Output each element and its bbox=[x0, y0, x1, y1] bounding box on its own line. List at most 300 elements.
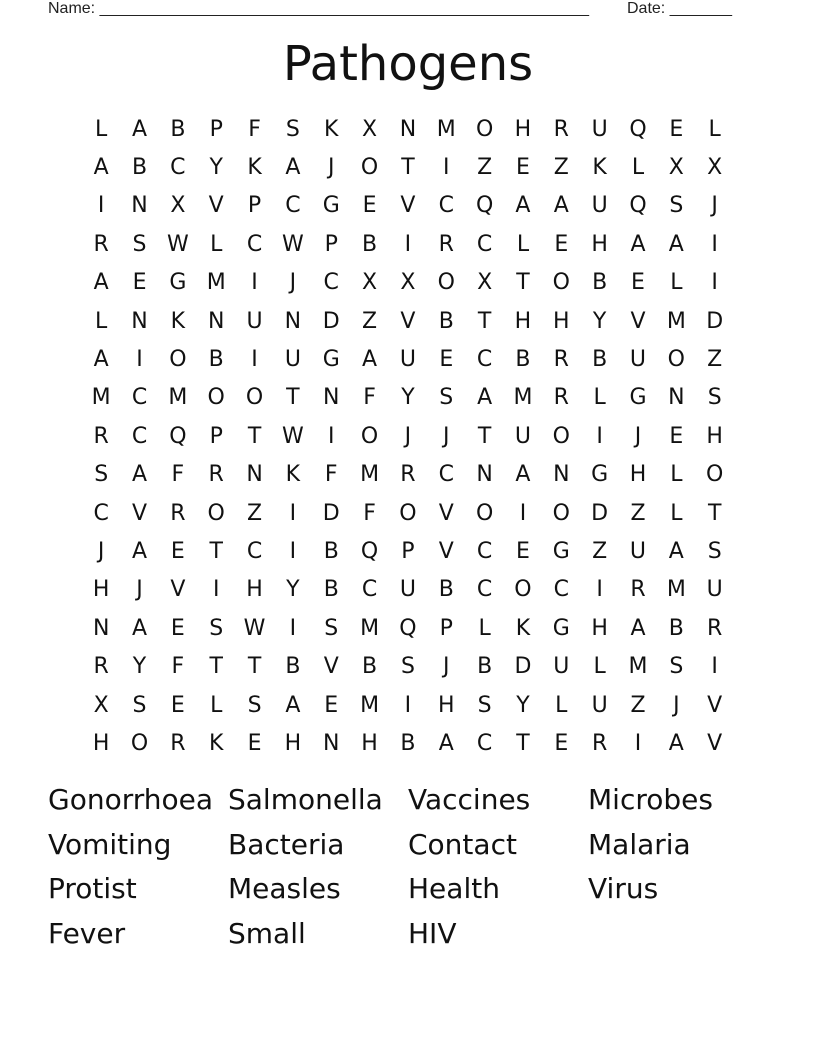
grid-letter: T bbox=[477, 308, 492, 334]
grid-letter: O bbox=[706, 462, 724, 488]
grid-letter: L bbox=[593, 385, 606, 411]
grid-letter: A bbox=[93, 155, 109, 181]
grid-letter: I bbox=[212, 577, 220, 603]
grid-letter: L bbox=[670, 500, 683, 526]
grid-letter: V bbox=[707, 730, 723, 756]
grid-letter: D bbox=[514, 654, 532, 680]
grid-letter: N bbox=[399, 116, 417, 142]
grid-row bbox=[82, 609, 734, 647]
grid-letter: Y bbox=[401, 385, 415, 411]
grid-letter: M bbox=[91, 385, 111, 411]
word-list bbox=[48, 778, 768, 957]
grid-letter: C bbox=[323, 270, 339, 296]
grid-letter: M bbox=[206, 270, 226, 296]
grid-letter: R bbox=[93, 231, 109, 257]
grid-letter: D bbox=[322, 308, 340, 334]
word-list-item: Virus bbox=[588, 872, 659, 906]
grid-letter: K bbox=[324, 116, 339, 142]
grid-row bbox=[82, 379, 734, 417]
grid-letter: H bbox=[246, 577, 263, 603]
word-list-item: Health bbox=[408, 872, 500, 906]
grid-letter: B bbox=[323, 577, 339, 603]
grid-letter: F bbox=[363, 500, 376, 526]
grid-letter: S bbox=[94, 462, 109, 488]
grid-letter: S bbox=[285, 116, 300, 142]
grid-letter: C bbox=[246, 231, 263, 257]
grid-letter: R bbox=[93, 423, 109, 449]
grid-letter: A bbox=[93, 270, 109, 296]
grid-letter: U bbox=[399, 347, 416, 373]
grid-letter: B bbox=[515, 347, 531, 373]
grid-letter: R bbox=[553, 116, 569, 142]
grid-letter: C bbox=[438, 193, 454, 219]
grid-letter: I bbox=[404, 692, 412, 718]
grid-letter: C bbox=[476, 231, 493, 257]
grid-letter: N bbox=[476, 462, 493, 488]
grid-letter: K bbox=[247, 155, 262, 181]
grid-letter: I bbox=[596, 423, 603, 449]
grid-letter: S bbox=[209, 615, 224, 641]
grid-letter: C bbox=[170, 155, 186, 181]
grid-letter: X bbox=[93, 692, 109, 718]
grid-letter: U bbox=[514, 423, 531, 449]
grid-letter: S bbox=[669, 193, 684, 219]
grid-letter: J bbox=[711, 193, 718, 219]
grid-letter: O bbox=[475, 500, 494, 526]
grid-letter: Q bbox=[169, 423, 187, 449]
grid-letter: I bbox=[596, 577, 603, 603]
grid-letter: U bbox=[399, 577, 416, 603]
grid-letter: A bbox=[515, 193, 531, 219]
grid-letter: R bbox=[170, 500, 186, 526]
grid-letter: L bbox=[478, 615, 491, 641]
grid-letter: A bbox=[362, 347, 378, 373]
grid-letter: K bbox=[285, 462, 301, 488]
grid-letter: Z bbox=[477, 155, 493, 181]
grid-letter: K bbox=[208, 730, 224, 756]
grid-letter: O bbox=[552, 270, 570, 296]
grid-letter: Z bbox=[630, 500, 646, 526]
grid-letter: I bbox=[711, 654, 718, 680]
grid-letter: Z bbox=[630, 692, 646, 718]
grid-letter: L bbox=[670, 462, 683, 488]
grid-letter: D bbox=[591, 500, 609, 526]
word-list-item: Contact bbox=[408, 827, 517, 861]
grid-letter: H bbox=[629, 462, 647, 488]
grid-letter: I bbox=[97, 193, 105, 219]
date-line: Date: _______ bbox=[627, 0, 732, 17]
grid-letter: R bbox=[400, 462, 416, 488]
grid-letter: C bbox=[285, 193, 301, 219]
grid-letter: E bbox=[669, 116, 684, 142]
grid-letter: P bbox=[401, 538, 415, 564]
grid-letter: J bbox=[443, 654, 450, 680]
grid-letter: E bbox=[362, 193, 377, 219]
word-list-item: Bacteria bbox=[228, 827, 345, 861]
word-list-item: Measles bbox=[228, 872, 341, 906]
grid-letter: H bbox=[361, 730, 378, 756]
grid-letter: B bbox=[592, 347, 608, 373]
word-list-item: Fever bbox=[48, 917, 126, 951]
grid-letter: C bbox=[476, 538, 493, 564]
grid-letter: F bbox=[248, 116, 261, 142]
grid-row bbox=[82, 571, 734, 609]
grid-letter: Z bbox=[247, 500, 263, 526]
grid-letter: P bbox=[209, 116, 223, 142]
grid-letter: L bbox=[210, 692, 223, 718]
grid-letter: R bbox=[170, 730, 186, 756]
grid-letter: U bbox=[591, 193, 608, 219]
grid-letter: A bbox=[131, 462, 148, 488]
grid-letter: D bbox=[322, 500, 340, 526]
grid-letter: H bbox=[284, 730, 302, 756]
grid-letter: I bbox=[327, 423, 335, 449]
grid-letter: B bbox=[362, 231, 378, 257]
grid-letter: B bbox=[131, 155, 148, 181]
grid-letter: K bbox=[170, 308, 186, 334]
grid-letter: R bbox=[591, 730, 608, 756]
grid-letter: O bbox=[514, 577, 532, 603]
grid-letter: E bbox=[170, 692, 185, 718]
grid-letter: I bbox=[289, 615, 297, 641]
grid-letter: B bbox=[400, 730, 416, 756]
grid-letter: V bbox=[131, 500, 148, 526]
grid-letter: X bbox=[477, 270, 493, 296]
grid-letter: B bbox=[362, 654, 378, 680]
grid-letter: A bbox=[131, 538, 148, 564]
grid-letter: E bbox=[516, 538, 530, 564]
grid-letter: Y bbox=[132, 654, 147, 680]
grid-letter: C bbox=[131, 385, 148, 411]
grid-row bbox=[82, 532, 734, 570]
grid-letter: Y bbox=[592, 308, 607, 334]
grid-row bbox=[82, 187, 734, 225]
grid-row bbox=[82, 110, 734, 148]
grid-letter: T bbox=[477, 423, 492, 449]
grid-letter: M bbox=[360, 615, 380, 641]
grid-letter: I bbox=[634, 730, 642, 756]
grid-letter: A bbox=[285, 692, 301, 718]
grid-letter: G bbox=[552, 615, 570, 641]
grid-letter: V bbox=[438, 500, 454, 526]
grid-letter: O bbox=[360, 155, 379, 181]
grid-letter: U bbox=[706, 577, 723, 603]
grid-letter: P bbox=[247, 193, 262, 219]
grid-letter: I bbox=[711, 231, 718, 257]
grid-letter: G bbox=[322, 347, 340, 373]
grid-letter: W bbox=[166, 231, 189, 257]
grid-letter: L bbox=[708, 116, 721, 142]
grid-letter: I bbox=[443, 155, 450, 181]
grid-letter: B bbox=[477, 654, 493, 680]
grid-letter: R bbox=[438, 231, 454, 257]
grid-letter: H bbox=[591, 615, 608, 641]
grid-letter: J bbox=[289, 270, 297, 296]
grid-letter: J bbox=[404, 423, 412, 449]
grid-letter: S bbox=[477, 692, 492, 718]
grid-letter: O bbox=[475, 116, 494, 142]
grid-letter: B bbox=[592, 270, 608, 296]
grid-letter: B bbox=[285, 654, 301, 680]
grid-letter: B bbox=[438, 308, 454, 334]
grid-letter: L bbox=[555, 692, 568, 718]
grid-letter: L bbox=[670, 270, 683, 296]
grid-letter: N bbox=[323, 730, 340, 756]
grid-letter: M bbox=[168, 385, 188, 411]
grid-letter: A bbox=[438, 730, 454, 756]
grid-letter: S bbox=[669, 654, 684, 680]
word-list-item: Microbes bbox=[588, 783, 713, 816]
grid-letter: V bbox=[323, 654, 339, 680]
grid-letter: A bbox=[668, 231, 684, 257]
grid-letter: M bbox=[360, 692, 380, 718]
grid-row bbox=[82, 417, 734, 455]
grid-letter: I bbox=[136, 347, 143, 373]
grid-letter: J bbox=[673, 692, 680, 718]
grid-letter: A bbox=[131, 116, 148, 142]
grid-letter: U bbox=[591, 116, 608, 142]
word-list-item: Small bbox=[228, 917, 306, 951]
grid-letter: O bbox=[437, 270, 455, 296]
grid-letter: Q bbox=[629, 116, 647, 142]
grid-letter: D bbox=[706, 308, 724, 334]
grid-letter: J bbox=[634, 423, 642, 449]
grid-letter: N bbox=[553, 462, 570, 488]
grid-letter: N bbox=[668, 385, 685, 411]
grid-letter: I bbox=[404, 231, 412, 257]
grid-letter: T bbox=[516, 730, 530, 756]
page-title: Pathogens bbox=[282, 36, 534, 92]
grid-letter: I bbox=[289, 538, 297, 564]
grid-letter: C bbox=[131, 423, 148, 449]
grid-letter: C bbox=[476, 347, 493, 373]
grid-letter: M bbox=[513, 385, 533, 411]
grid-letter: Z bbox=[707, 347, 723, 373]
grid-row bbox=[82, 494, 734, 532]
grid-letter: F bbox=[363, 385, 376, 411]
grid-letter: U bbox=[284, 347, 301, 373]
grid-letter: G bbox=[591, 462, 609, 488]
grid-letter: A bbox=[285, 155, 301, 181]
grid-letter: O bbox=[169, 347, 187, 373]
grid-letter: S bbox=[400, 654, 415, 680]
grid-letter: J bbox=[97, 538, 105, 564]
grid-letter: M bbox=[360, 462, 380, 488]
grid-letter: J bbox=[136, 577, 143, 603]
grid-letter: V bbox=[208, 193, 224, 219]
grid-letter: N bbox=[284, 308, 302, 334]
grid-letter: T bbox=[401, 155, 415, 181]
letter-grid bbox=[82, 110, 734, 763]
grid-letter: J bbox=[443, 423, 450, 449]
grid-letter: N bbox=[207, 308, 225, 334]
grid-letter: N bbox=[92, 615, 110, 641]
grid-letter: M bbox=[436, 116, 456, 142]
grid-letter: R bbox=[93, 654, 109, 680]
grid-letter: C bbox=[438, 462, 454, 488]
grid-letter: R bbox=[707, 615, 723, 641]
grid-letter: E bbox=[516, 155, 530, 181]
grid-letter: E bbox=[132, 270, 147, 296]
grid-letter: H bbox=[437, 692, 455, 718]
grid-letter: G bbox=[322, 193, 340, 219]
grid-letter: M bbox=[666, 577, 686, 603]
grid-letter: O bbox=[399, 500, 417, 526]
grid-row bbox=[82, 647, 734, 685]
grid-letter: H bbox=[92, 577, 110, 603]
grid-letter: R bbox=[630, 577, 646, 603]
grid-letter: H bbox=[514, 308, 532, 334]
grid-letter: R bbox=[208, 462, 224, 488]
grid-letter: U bbox=[553, 654, 570, 680]
grid-letter: R bbox=[553, 385, 569, 411]
grid-letter: H bbox=[591, 231, 608, 257]
grid-letter: V bbox=[707, 692, 723, 718]
grid-row bbox=[82, 225, 734, 263]
grid-letter: O bbox=[207, 500, 225, 526]
grid-letter: N bbox=[246, 462, 263, 488]
grid-letter: E bbox=[554, 730, 569, 756]
grid-letter: G bbox=[552, 538, 570, 564]
grid-letter: P bbox=[439, 615, 453, 641]
grid-letter: A bbox=[477, 385, 493, 411]
grid-letter: N bbox=[323, 385, 340, 411]
grid-letter: W bbox=[282, 231, 304, 257]
grid-letter: W bbox=[243, 615, 266, 641]
grid-letter: E bbox=[554, 231, 569, 257]
grid-letter: N bbox=[131, 308, 148, 334]
grid-row bbox=[82, 302, 734, 340]
grid-letter: E bbox=[631, 270, 645, 296]
grid-letter: Q bbox=[475, 193, 494, 219]
grid-letter: L bbox=[210, 231, 223, 257]
grid-letter: O bbox=[245, 385, 264, 411]
grid-letter: U bbox=[246, 308, 263, 334]
grid-letter: S bbox=[247, 692, 262, 718]
word-list-item: Vaccines bbox=[408, 783, 531, 816]
grid-letter: T bbox=[247, 654, 262, 680]
grid-letter: T bbox=[247, 423, 262, 449]
grid-letter: R bbox=[553, 347, 569, 373]
grid-letter: L bbox=[593, 654, 606, 680]
grid-letter: C bbox=[553, 577, 569, 603]
grid-letter: L bbox=[516, 231, 530, 257]
grid-letter: H bbox=[92, 730, 110, 756]
grid-row bbox=[82, 148, 734, 186]
grid-letter: A bbox=[668, 538, 684, 564]
grid-letter: O bbox=[130, 730, 149, 756]
grid-letter: S bbox=[439, 385, 454, 411]
grid-letter: C bbox=[93, 500, 109, 526]
grid-letter: V bbox=[630, 308, 646, 334]
grid-letter: B bbox=[438, 577, 454, 603]
grid-letter: A bbox=[515, 462, 531, 488]
grid-letter: C bbox=[476, 730, 493, 756]
grid-letter: X bbox=[170, 193, 186, 219]
grid-row bbox=[82, 456, 734, 494]
grid-letter: T bbox=[209, 654, 223, 680]
word-list-item: Malaria bbox=[588, 827, 691, 861]
word-list-item: HIV bbox=[408, 917, 457, 951]
grid-letter: T bbox=[286, 385, 300, 411]
grid-letter: T bbox=[707, 500, 722, 526]
grid-letter: A bbox=[131, 615, 148, 641]
grid-letter: A bbox=[93, 347, 109, 373]
grid-letter: S bbox=[132, 231, 147, 257]
grid-row bbox=[82, 340, 734, 378]
grid-letter: Q bbox=[399, 615, 417, 641]
grid-letter: E bbox=[669, 423, 684, 449]
worksheet-header bbox=[48, 0, 768, 20]
grid-letter: B bbox=[323, 538, 339, 564]
grid-letter: I bbox=[519, 500, 527, 526]
grid-letter: J bbox=[327, 155, 335, 181]
grid-letter: K bbox=[592, 155, 607, 181]
grid-row bbox=[82, 724, 734, 762]
grid-letter: L bbox=[631, 155, 645, 181]
grid-letter: E bbox=[247, 730, 262, 756]
grid-letter: Z bbox=[592, 538, 608, 564]
grid-letter: M bbox=[628, 654, 648, 680]
grid-letter: B bbox=[208, 347, 224, 373]
grid-letter: X bbox=[362, 270, 378, 296]
grid-letter: S bbox=[707, 538, 722, 564]
grid-letter: A bbox=[553, 193, 569, 219]
grid-letter: G bbox=[629, 385, 647, 411]
grid-letter: E bbox=[324, 692, 339, 718]
grid-letter: U bbox=[591, 692, 608, 718]
grid-letter: Q bbox=[360, 538, 379, 564]
grid-letter: M bbox=[666, 308, 686, 334]
grid-letter: O bbox=[552, 500, 570, 526]
grid-letter: B bbox=[170, 116, 186, 142]
grid-letter: Z bbox=[553, 155, 569, 181]
grid-letter: Y bbox=[209, 155, 223, 181]
grid-letter: A bbox=[630, 231, 646, 257]
grid-letter: Y bbox=[516, 692, 530, 718]
grid-letter: S bbox=[707, 385, 722, 411]
grid-letter: Q bbox=[629, 193, 647, 219]
grid-letter: O bbox=[667, 347, 685, 373]
grid-letter: O bbox=[207, 385, 225, 411]
grid-letter: V bbox=[170, 577, 186, 603]
grid-letter: X bbox=[400, 270, 416, 296]
grid-letter: L bbox=[95, 308, 108, 334]
grid-letter: O bbox=[360, 423, 379, 449]
grid-letter: Y bbox=[286, 577, 300, 603]
grid-letter: T bbox=[516, 270, 530, 296]
grid-letter: E bbox=[439, 347, 454, 373]
grid-letter: X bbox=[668, 155, 684, 181]
grid-letter: I bbox=[251, 270, 258, 296]
grid-letter: K bbox=[515, 615, 531, 641]
grid-letter: X bbox=[362, 116, 378, 142]
word-list-item: Vomiting bbox=[48, 827, 172, 861]
grid-letter: I bbox=[251, 347, 258, 373]
name-line: Name: _______________________________________________________ bbox=[48, 0, 589, 17]
grid-letter: E bbox=[170, 538, 185, 564]
grid-letter: C bbox=[361, 577, 378, 603]
grid-letter: L bbox=[95, 116, 108, 142]
grid-letter: U bbox=[629, 347, 647, 373]
grid-letter: A bbox=[668, 730, 684, 756]
grid-letter: N bbox=[131, 193, 148, 219]
grid-row bbox=[82, 264, 734, 302]
grid-letter: X bbox=[707, 155, 723, 181]
grid-letter: G bbox=[169, 270, 187, 296]
grid-letter: T bbox=[209, 538, 223, 564]
grid-letter: V bbox=[400, 193, 416, 219]
